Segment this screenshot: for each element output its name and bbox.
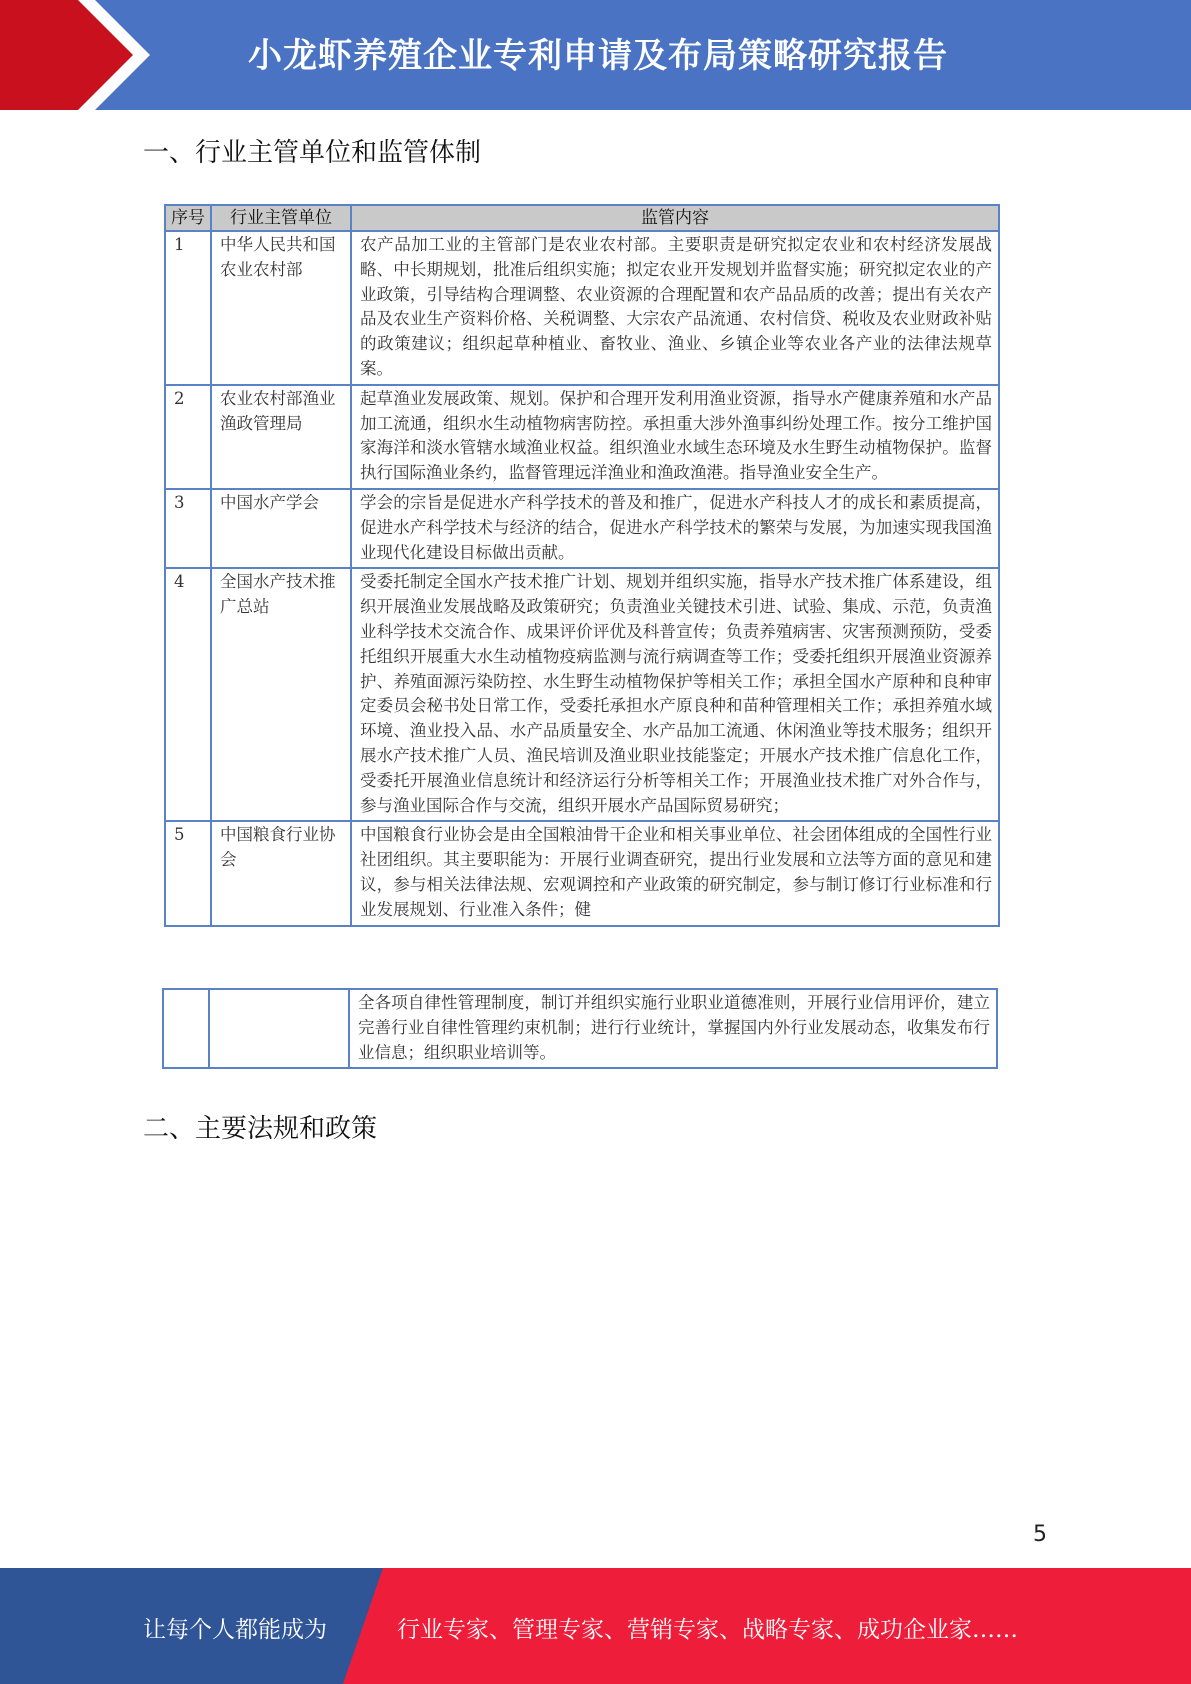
table-row (165, 568, 999, 821)
row-unit: 中国水产学会 (211, 489, 351, 568)
row-no: 1 (165, 231, 211, 385)
row-unit: 全国水产技术推广总站 (211, 568, 351, 821)
row-content: 受委托制定全国水产技术推广计划、规划并组织实施，指导水产技术推广体系建设，组织开展渔业发展战略及政策研究；负责渔业关键技术引进、试验、集成、示范，负责渔业科学技术交流合作、成果评价评优及科普宣传；负责养殖病害、灾害预测预防，受委托组织开展重大水生动植物疫病监测与流行病调查等工作；受委托组织开展渔业资源养护、养殖面源污染防控、水生野生动植物保护等相关工作；承担全国水产原种和良种审定委员会秘书处日常工作，受委托承担水产原良种和苗种管理相关工作；承担养殖水域环境、渔业投入品、水产品质量安全、水产品加工流通、休闲渔业等技术服务；组织开展水产技术推广人员、渔民培训及渔业职业技能鉴定；开展水产技术推广信息化工作，受委托开展渔业信息统计和经济运行分析等相关工作；开展渔业技术推广对外合作与，参与渔业国际合作与交流，组织开展水产品国际贸易研究； (351, 568, 999, 821)
header-content: 监管内容 (351, 205, 999, 231)
row-no: 3 (165, 489, 211, 568)
row-no (163, 989, 209, 1068)
table-row (163, 989, 997, 1068)
regulatory-table-continuation (162, 988, 998, 1069)
row-unit (209, 989, 349, 1068)
row-content: 起草渔业发展政策、规划。保护和合理开发利用渔业资源，指导水产健康养殖和水产品加工流通，组织水生动植物病害防控。承担重大涉外渔事纠纷处理工作。按分工维护国家海洋和淡水管辖水域渔业权益。组织渔业水域生态环境及水生野生动植物保护。监督执行国际渔业条约，监督管理远洋渔业和渔政渔港。指导渔业安全生产。 (351, 385, 999, 489)
row-content: 学会的宗旨是促进水产科学技术的普及和推广，促进水产科技人才的成长和素质提高，促进水产科学技术与经济的结合，促进水产科学技术的繁荣与发展，为加速实现我国渔业现代化建设目标做出贡献。 (351, 489, 999, 568)
header-arrow-decoration (0, 0, 170, 110)
page-header (0, 0, 1191, 110)
header-no: 序号 (165, 205, 211, 231)
footer-slogan-left: 让每个人都能成为 (143, 1617, 327, 1643)
table-row (165, 821, 999, 925)
row-unit: 中华人民共和国农业农村部 (211, 231, 351, 385)
section-heading-2: 二、主要法规和政策 (143, 1114, 378, 1144)
row-content: 农产品加工业的主管部门是农业农村部。主要职责是研究拟定农业和农村经济发展战略、中长期规划，批准后组织实施；拟定农业开发规划并监督实施；研究拟定农业的产业政策，引导结构合理调整、农业资源的合理配置和农产品品质的改善；提出有关农产品及农业生产资料价格、关税调整、大宗农产品流通、农村信贷、税收及农业财政补贴的政策建议；组织起草种植业、畜牧业、渔业、乡镇企业等农业各产业的法律法规草案。 (351, 231, 999, 385)
table-header-row (165, 205, 999, 231)
row-unit: 中国粮食行业协会 (211, 821, 351, 925)
row-no: 5 (165, 821, 211, 925)
row-unit: 农业农村部渔业渔政管理局 (211, 385, 351, 489)
report-title: 小龙虾养殖企业专利申请及布局策略研究报告 (248, 36, 948, 76)
header-unit: 行业主管单位 (211, 205, 351, 231)
regulatory-table (164, 204, 1000, 927)
row-no: 2 (165, 385, 211, 489)
row-content: 中国粮食行业协会是由全国粮油骨干企业和相关事业单位、社会团体组成的全国性行业社团组织。其主要职能为：开展行业调查研究，提出行业发展和立法等方面的意见和建议，参与相关法律法规、宏观调控和产业政策的研究制定，参与制订修订行业标准和行业发展规划、行业准入条件；健 (351, 821, 999, 925)
row-no: 4 (165, 568, 211, 821)
footer-slogan-right: 行业专家、管理专家、营销专家、战略专家、成功企业家…… (397, 1617, 1018, 1643)
table-row (165, 489, 999, 568)
page-footer (0, 1568, 1191, 1684)
section-heading-1: 一、行业主管单位和监管体制 (143, 138, 482, 168)
page-number: 5 (1033, 1522, 1047, 1547)
row-content: 全各项自律性管理制度，制订并组织实施行业职业道德准则，开展行业信用评价，建立完善行业自律性管理约束机制；进行行业统计，掌握国内外行业发展动态，收集发布行业信息；组织职业培训等。 (349, 989, 997, 1068)
table-row (165, 385, 999, 489)
table-row (165, 231, 999, 385)
